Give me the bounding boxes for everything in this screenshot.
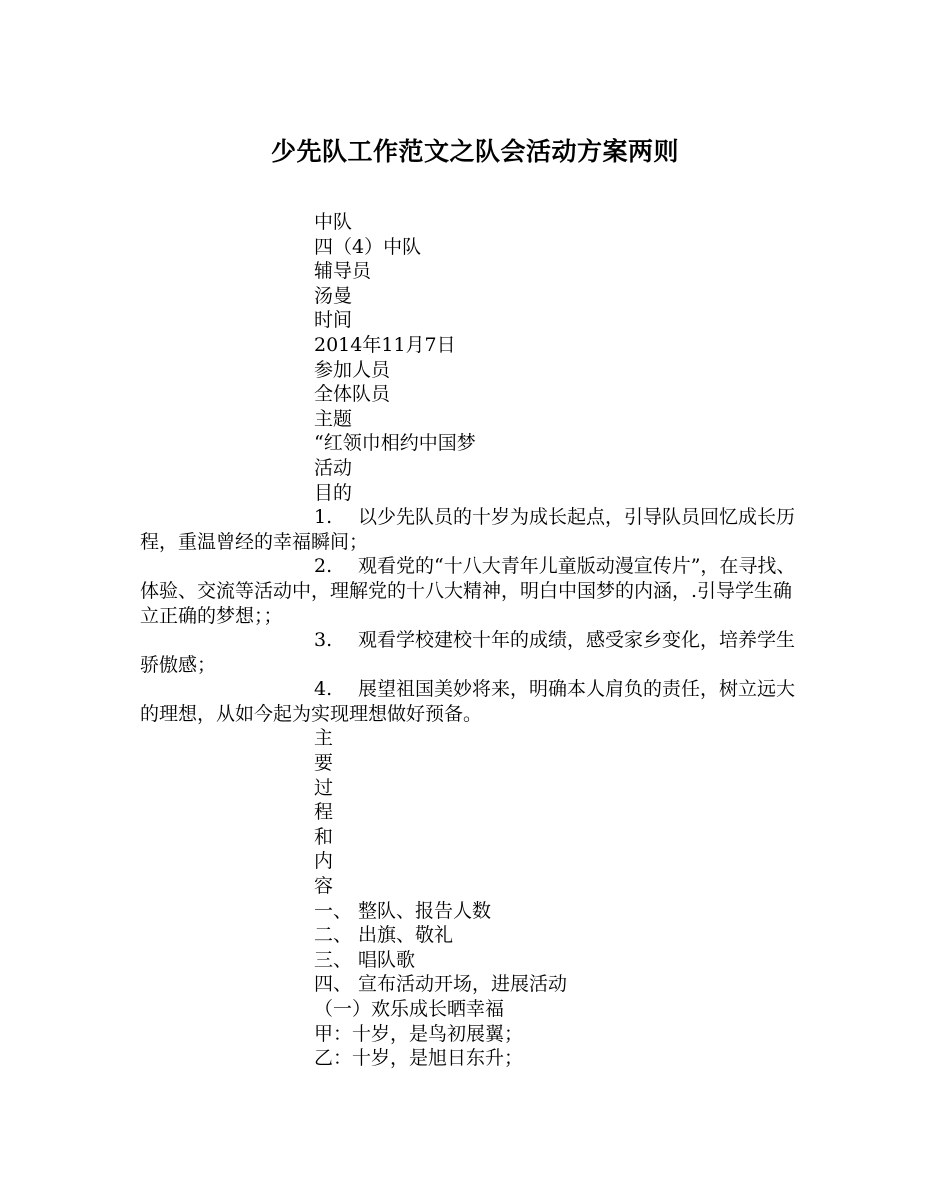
step-line: 乙：十岁，是旭日东升；: [314, 1047, 524, 1070]
process-heading-char: 主: [314, 727, 334, 750]
purpose-text: 观看党的“十八大青年儿童版动漫宣传片”，在寻找、体验、交流等活动中，理解党的十八大精神，明白中国梦的内涵，.引导学生确立正确的梦想；；: [140, 555, 796, 627]
process-heading-char: 要: [314, 752, 334, 775]
purpose-text: 以少先队员的十岁为成长起点，引导队员回忆成长历程，重温曾经的幸福瞬间；: [140, 506, 796, 553]
process-heading-char: 容: [314, 875, 334, 898]
info-line: 四（4）中队: [314, 235, 422, 258]
info-line: 中队: [314, 211, 353, 233]
info-line: 参加人员: [314, 358, 391, 381]
step-line: （一）欢乐成长晒幸福: [314, 998, 505, 1020]
step-line: 二、 出旗、敬礼: [314, 924, 454, 947]
document-title: 少先队工作范文之队会活动方案两则: [270, 137, 679, 166]
info-line: 活动: [314, 456, 353, 479]
info-line: 全体队员: [314, 383, 391, 406]
process-heading-char: 和: [314, 825, 334, 848]
purpose-number: 1.: [314, 506, 333, 529]
process-heading-char: 过: [314, 776, 334, 799]
purpose-text: 展望祖国美妙将来，明确本人肩负的责任，树立远大的理想，从如今起为实现理想做好预备。: [140, 678, 796, 725]
purpose-text: 观看学校建校十年的成绩，感受家乡变化，培养学生骄傲感；: [140, 629, 796, 676]
step-line: 四、 宣布活动开场，进展活动: [314, 973, 568, 996]
process-heading-char: 内: [314, 850, 334, 873]
document-body: [140, 210, 810, 1071]
info-line: 2014年11月7日: [314, 333, 456, 356]
info-line: “红领巾相约中国梦: [314, 432, 476, 455]
info-line: 汤曼: [314, 284, 353, 307]
purpose-item: [140, 628, 810, 677]
purpose-item: [140, 554, 810, 628]
step-line: 甲：十岁，是鸟初展翼；: [314, 1022, 524, 1045]
purpose-number: 4.: [314, 678, 333, 701]
step-line: 三、 唱队歌: [314, 948, 416, 971]
info-line: 主题: [314, 407, 353, 430]
info-line: 目的: [314, 481, 353, 504]
purpose-number: 3.: [314, 629, 333, 652]
purpose-item: [140, 505, 810, 554]
process-heading-char: 程: [314, 801, 334, 824]
info-line: 辅导员: [314, 260, 372, 283]
step-line: 一、 整队、报告人数: [314, 899, 492, 922]
info-line: 时间: [314, 309, 353, 332]
purpose-number: 2.: [314, 555, 333, 578]
purpose-item: [140, 677, 810, 726]
